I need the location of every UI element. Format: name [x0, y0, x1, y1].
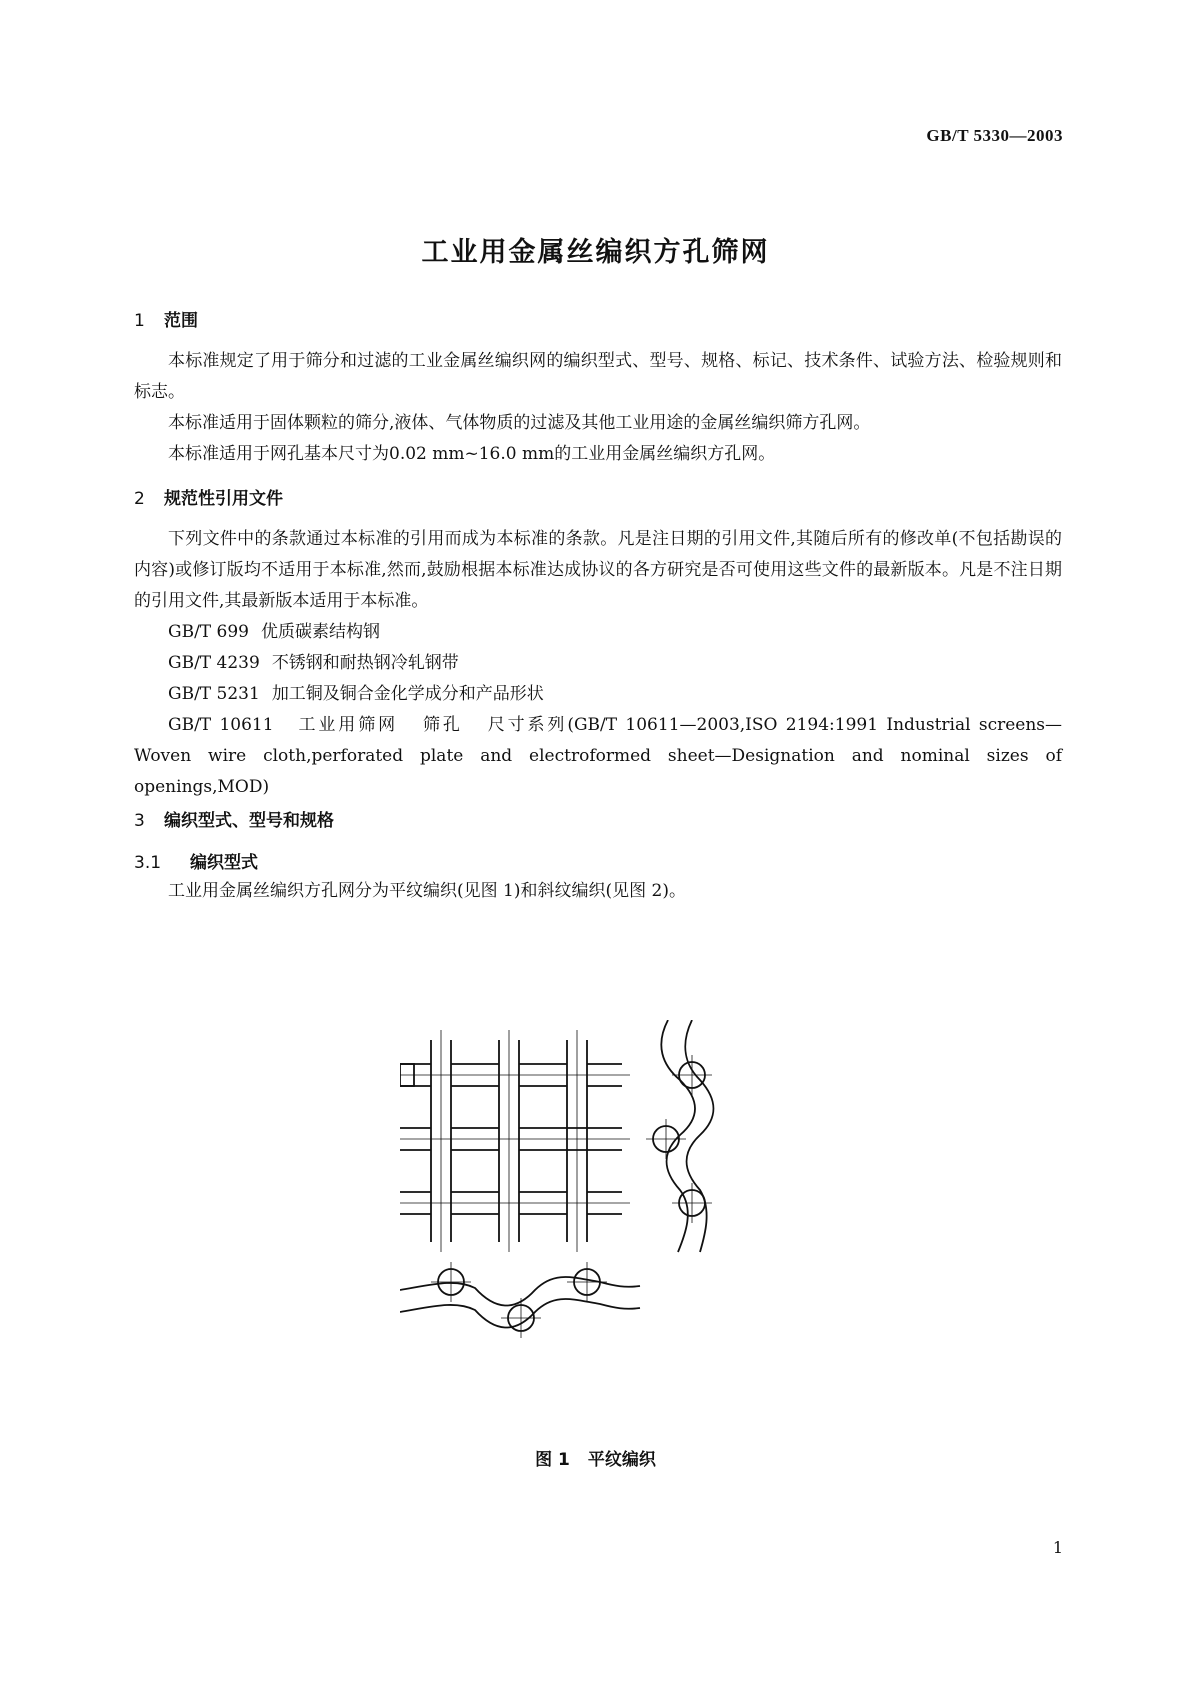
subsection-number: 3.1: [134, 853, 162, 873]
reference-code: GB/T 5231: [168, 684, 260, 704]
section-2-intro: 下列文件中的条款通过本标准的引用而成为本标准的条款。凡是注日期的引用文件,其随后所有的修改单(不包括勘误的内容)或修订版均不适用于本标准,然而,鼓励根据本标准达成协议的各方研究是否可使用这些文件的最新版本。凡是不注日期的引用文件,其最新版本适用于本标准。: [134, 529, 1062, 611]
reference-title: 优质碳素结构钢: [261, 622, 380, 642]
subsection-3-1-heading: [134, 848, 258, 873]
section-number: 3: [134, 811, 145, 831]
section-number: 2: [134, 489, 145, 509]
reference-item: [168, 648, 459, 679]
reference-code: GB/T 4239: [168, 653, 260, 673]
subsection-3-1-text: 工业用金属丝编织方孔网分为平纹编织(见图 1)和斜纹编织(见图 2)。: [168, 881, 686, 901]
reference-title-part: 筛孔: [420, 715, 463, 735]
reference-title-part: 工业用筛网: [295, 715, 399, 735]
plain-weave-figure: [400, 1020, 740, 1350]
reference-title: 加工铜及铜合金化学成分和产品形状: [271, 684, 544, 704]
reference-item: [168, 617, 380, 648]
reference-code: GB/T 10611: [168, 715, 274, 735]
section-1-paragraph: 本标准规定了用于筛分和过滤的工业金属丝编织网的编织型式、型号、规格、标记、技术条件、试验方法、检验规则和标志。: [134, 351, 1062, 402]
section-2-heading: [134, 484, 283, 509]
section-1-paragraph: 本标准适用于网孔基本尺寸为0.02 mm~16.0 mm的工业用金属丝编织方孔网。: [168, 444, 776, 464]
figure-label: 图 1: [535, 1450, 570, 1470]
reference-title: 不锈钢和耐热钢冷轧钢带: [271, 653, 459, 673]
subsection-title: 编织型式: [190, 853, 258, 873]
reference-code: GB/T 699: [168, 622, 249, 642]
figure-caption: [0, 1445, 1191, 1470]
section-1-paragraph: 本标准适用于固体颗粒的筛分,液体、气体物质的过滤及其他工业用途的金属丝编织筛方孔网。: [168, 413, 871, 433]
section-number: 1: [134, 311, 145, 331]
section-3-heading: [134, 806, 334, 831]
reference-item: [168, 679, 544, 710]
bottom-section-view: [400, 1262, 640, 1338]
reference-title-part: 尺寸系列(GB/T 10611—2003,ISO 2194:1991 Industrial screens—Woven wire cloth,perforated plate and electroformed sheet—Designation and nominal sizes of openings,MOD): [134, 715, 1063, 797]
section-1-heading: [134, 306, 198, 331]
document-title: 工业用金属丝编织方孔筛网: [421, 237, 770, 268]
section-title: 规范性引用文件: [164, 489, 283, 509]
section-title: 范围: [164, 311, 198, 331]
figure-title: 平纹编织: [587, 1450, 656, 1470]
page-number: 1: [1052, 1538, 1063, 1557]
reference-item-long: [134, 710, 1062, 803]
section-title: 编织型式、型号和规格: [164, 811, 334, 831]
standard-number: GB/T 5330—2003: [926, 126, 1063, 145]
side-section-view: [646, 1020, 714, 1252]
